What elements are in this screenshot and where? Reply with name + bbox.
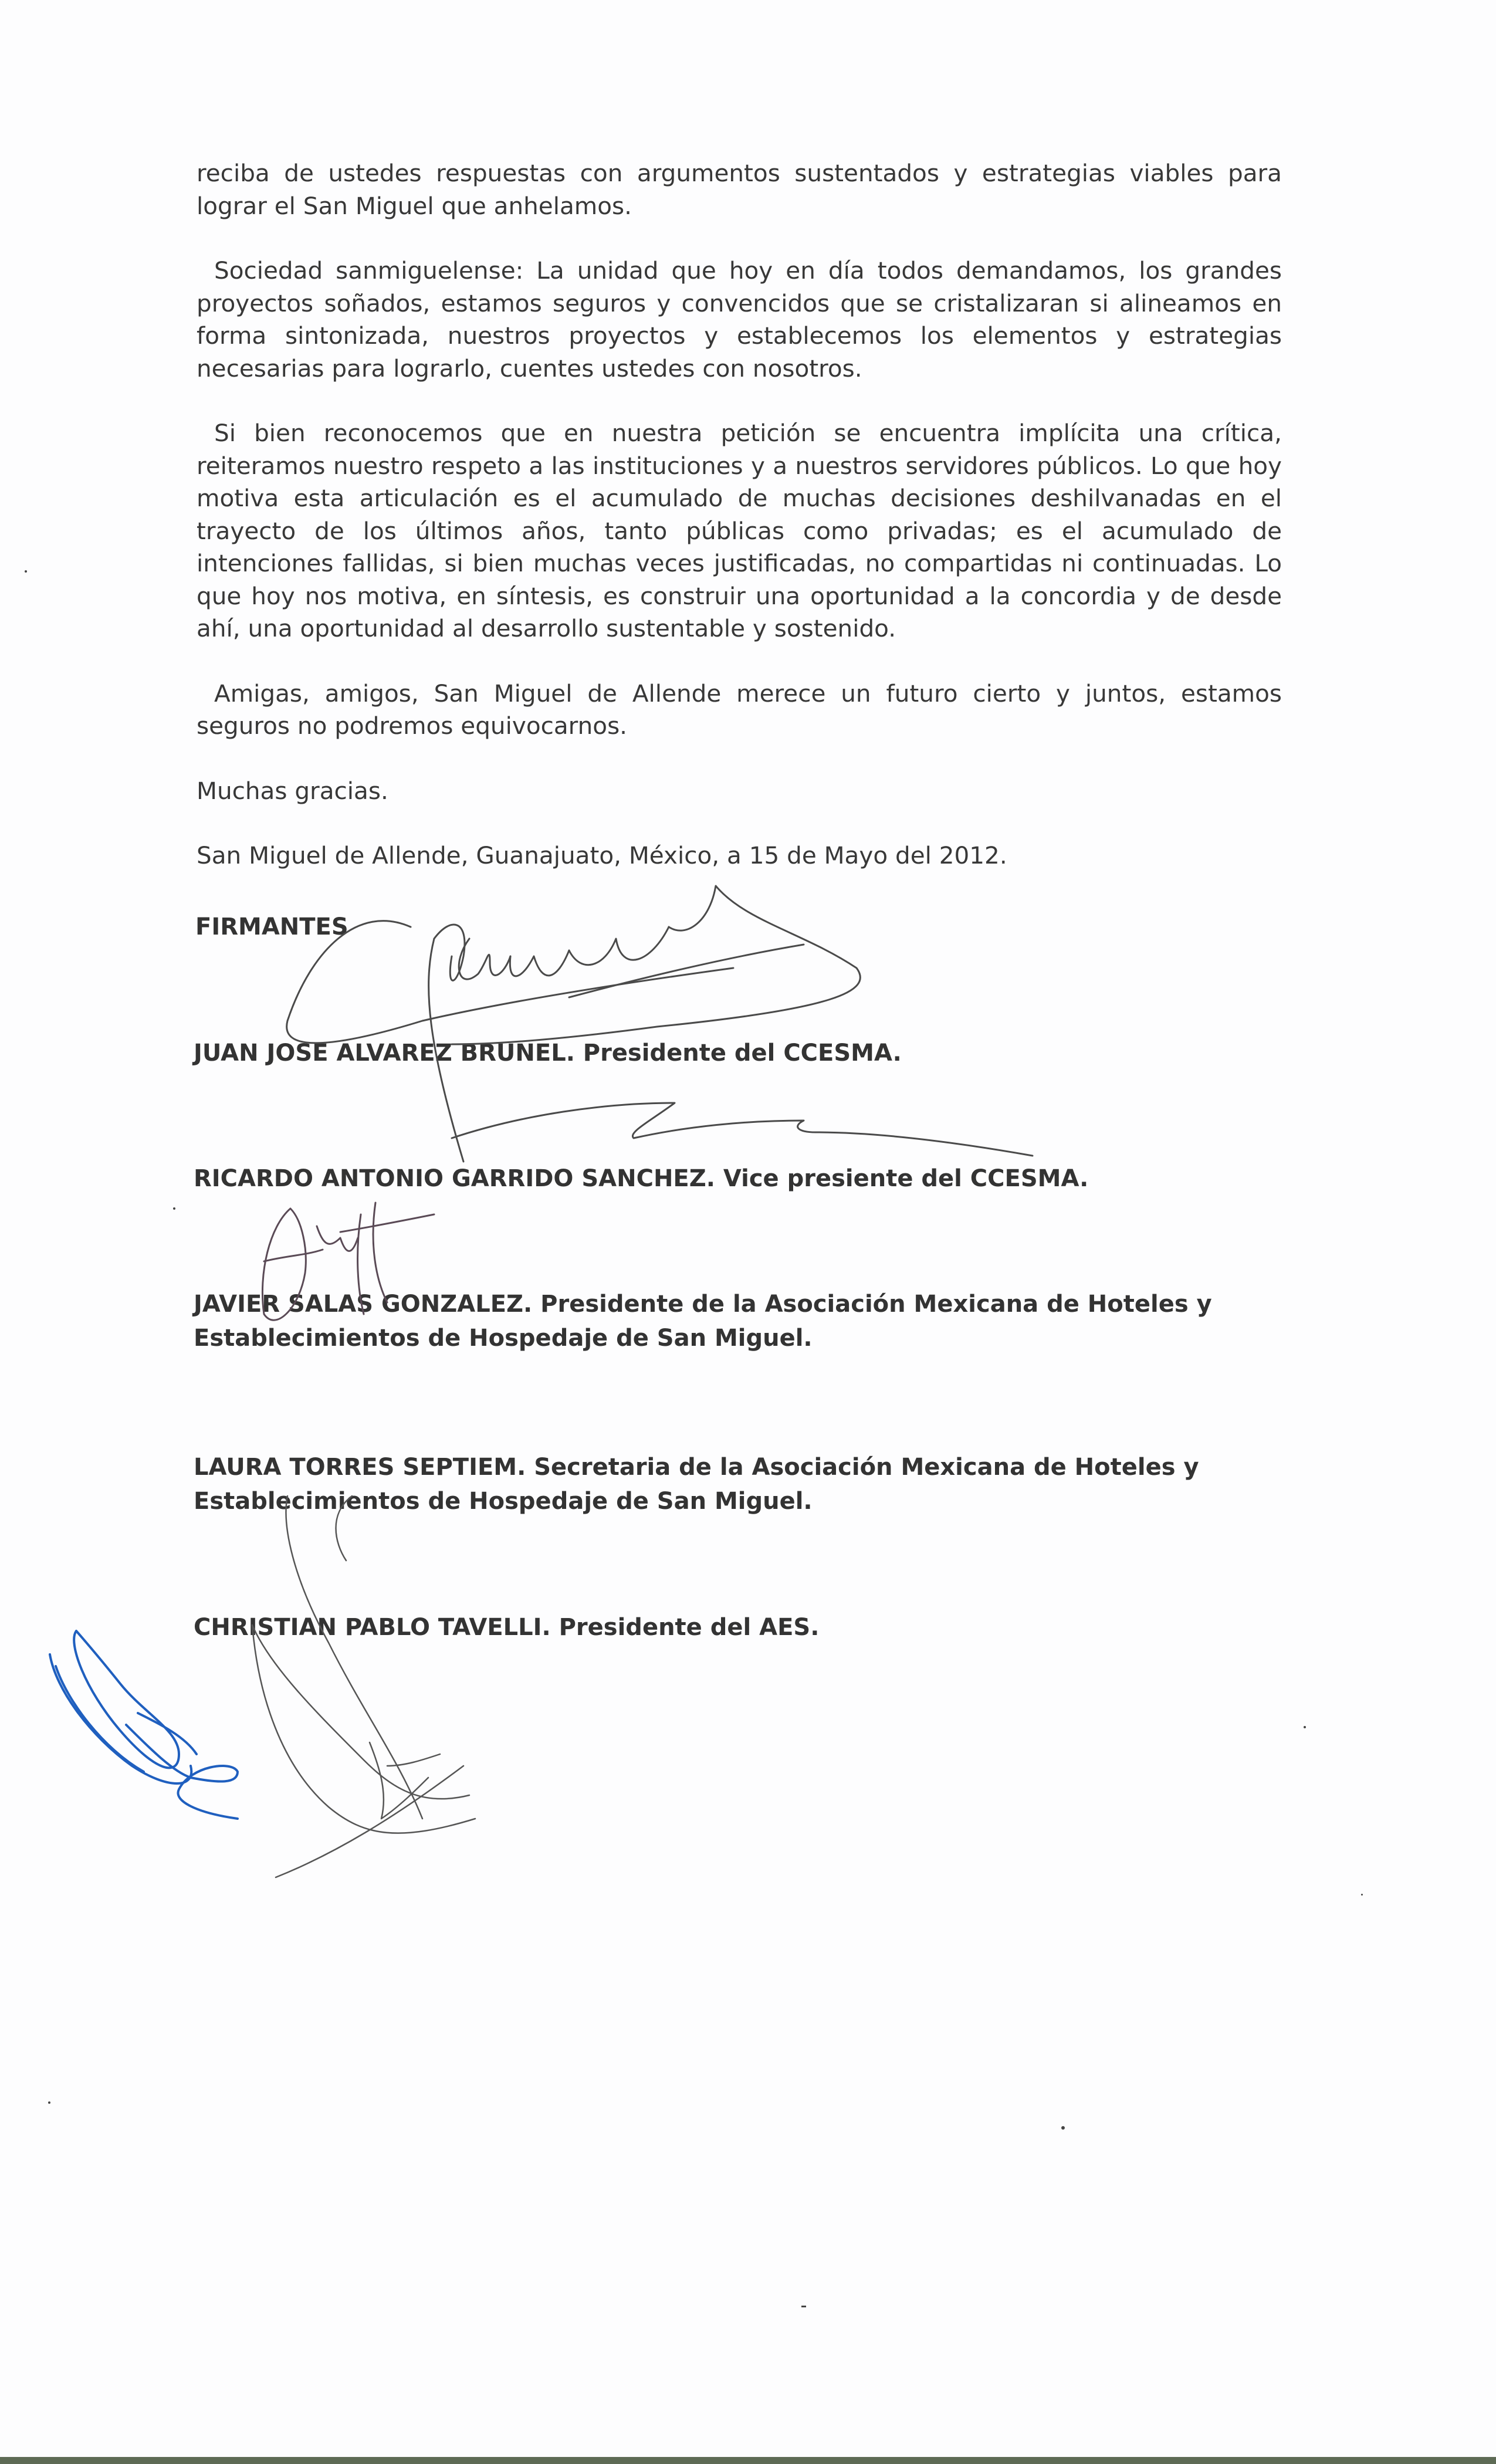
document-body — [197, 157, 1282, 872]
closing-thanks: Muchas gracias. — [197, 776, 388, 805]
paragraph-1: reciba de ustedes respuestas con argumentos sustentados y estrategias viables para lograr el San Miguel que anhelamos. — [197, 159, 1282, 220]
signatory-3: JAVIER SALAS GONZALEZ. Presidente de la Asociación Mexicana de Hoteles y Establecimientos de Hospedaje de San Miguel. — [194, 1291, 1212, 1352]
signatories-heading: FIRMANTES — [195, 913, 348, 940]
signature-1 — [276, 868, 1056, 1173]
place-date: San Miguel de Allende, Guanajuato, México, a 15 de Mayo del 2012. — [197, 841, 1007, 869]
scan-speck — [801, 2306, 806, 2307]
paragraph-3: Si bien reconocemos que en nuestra petición se encuentra implícita una crítica, reiteramos nuestro respeto a las instituciones y a nuestros servidores públicos. Lo que hoy motiva esta articulación es el acumulado de muchas decisiones deshilvanadas en el trayecto de los últimos años, tanto públicas como privadas; es el acumulado de intenciones fallidas, si bien muchas veces justificadas, no compartidas ni continuadas. Lo que hoy nos motiva, en síntesis, es construir una oportunidad a la concordia y de desde ahí, una oportunidad al desarrollo sustentable y sostenido. — [197, 419, 1282, 642]
paragraph-4: Amigas, amigos, San Miguel de Allende merece un futuro cierto y juntos, estamos seguros no podremos equivocarnos. — [197, 679, 1282, 740]
signature-4 — [44, 1619, 255, 1830]
signatory-1: JUAN JOSE ALVAREZ BRUNEL. Presidente del CCESMA. — [194, 1040, 902, 1067]
signatory-5: CHRISTIAN PABLO TAVELLI. Presidente del AES. — [194, 1614, 820, 1641]
scan-speck — [1061, 2126, 1065, 2130]
signatory-2: RICARDO ANTONIO GARRIDO SANCHEZ. Vice presiente del CCESMA. — [194, 1165, 1089, 1192]
scan-speck — [48, 2101, 50, 2104]
scan-speck — [25, 570, 27, 573]
scan-speck — [1304, 1726, 1306, 1728]
signature-3 — [246, 1490, 481, 1895]
paragraph-2: Sociedad sanmiguelense: La unidad que hoy en día todos demandamos, los grandes proyectos soñados, estamos seguros y convencidos que se cristalizaran si alineamos en forma sintonizada, nuestros proyectos y establecemos los elementos y estrategias necesarias para lograrlo, cuentes ustedes con nosotros. — [197, 256, 1282, 383]
scan-edge — [0, 2457, 1496, 2464]
signatory-4: LAURA TORRES SEPTIEM. Secretaria de la Asociación Mexicana de Hoteles y Establecimientos de Hospedaje de San Miguel. — [194, 1454, 1199, 1515]
scan-speck — [173, 1207, 175, 1210]
scan-speck — [1361, 1894, 1363, 1896]
